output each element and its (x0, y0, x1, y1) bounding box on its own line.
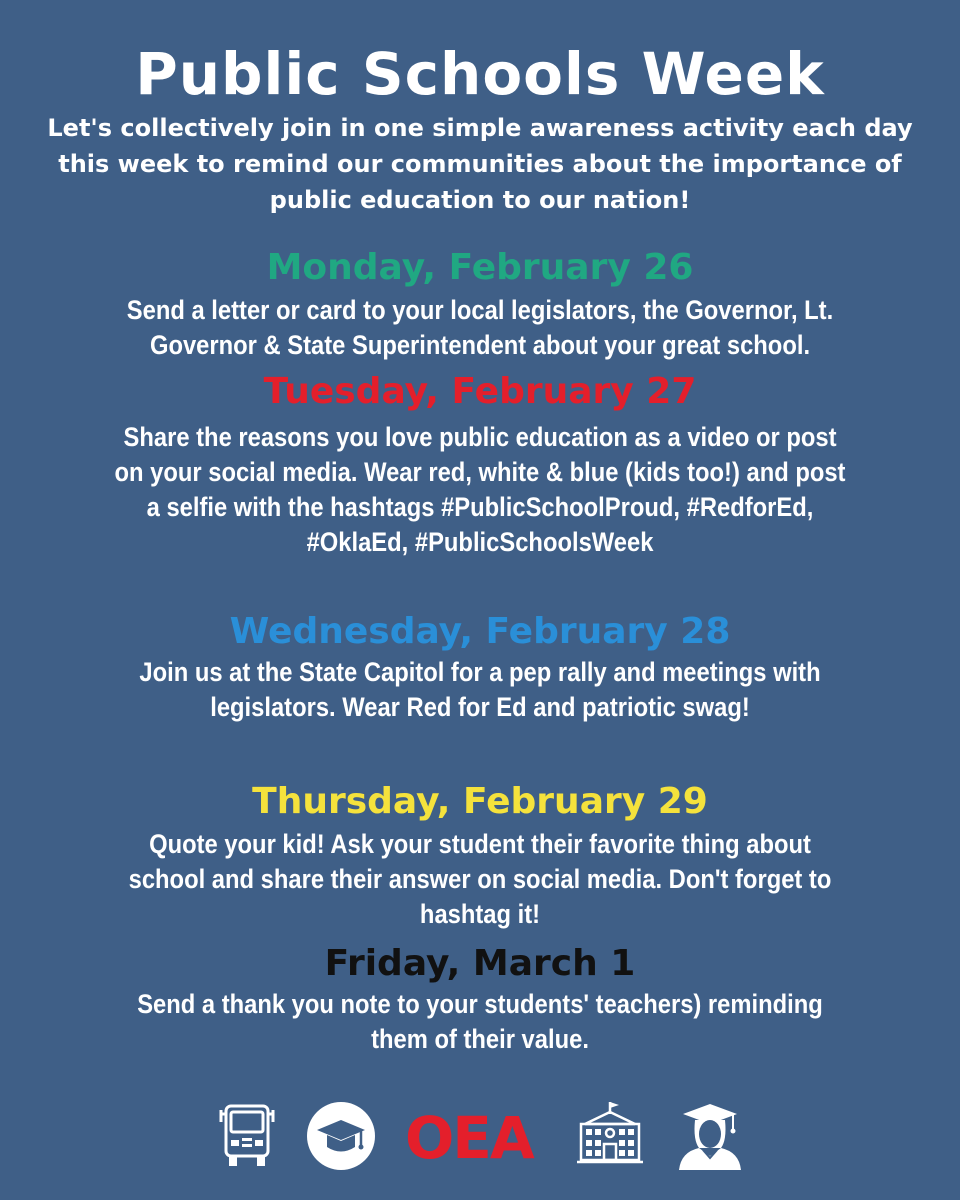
graduate-icon (675, 1100, 745, 1172)
school-bus-icon (218, 1100, 276, 1168)
day-heading-tuesday: Tuesday, February 27 (263, 371, 697, 412)
day-description-friday: Send a thank you note to your students' teachers) reminding them of their value. (137, 989, 823, 1054)
page-title: Public Schools Week (135, 40, 825, 108)
footer-icons (0, 1100, 960, 1175)
oea-logo-text: OEA (405, 1104, 533, 1172)
school-building-icon (575, 1100, 645, 1166)
day-description-monday: Send a letter or card to your local legislators, the Governor, Lt. Governor & State Superintendent about your great school. (126, 295, 834, 360)
oea-logo (405, 1104, 533, 1172)
graduation-cap-icon (305, 1100, 377, 1172)
day-heading-monday: Monday, February 26 (266, 247, 694, 288)
day-description-tuesday: Share the reasons you love public education as a video or post on your social media. Wear red, white & blue (kids too!) and post a selfie with the hashtags #PublicSchoolProud, #RedforEd, #OklaEd, #PublicSchoolsWeek (114, 422, 846, 557)
page-subtitle: Let's collectively join in one simple awareness activity each day this week to remind our communities about the importance of public education to our nation! (47, 114, 913, 214)
day-description-wednesday: Join us at the State Capitol for a pep rally and meetings with legislators. Wear Red for Ed and patriotic swag! (139, 657, 821, 722)
day-description-thursday: Quote your kid! Ask your student their favorite thing about school and share their answer on social media. Don't forget to hashtag it! (128, 829, 832, 929)
day-heading-wednesday: Wednesday, February 28 (229, 611, 731, 652)
day-heading-thursday: Thursday, February 29 (252, 781, 708, 822)
day-heading-friday: Friday, March 1 (324, 943, 636, 984)
